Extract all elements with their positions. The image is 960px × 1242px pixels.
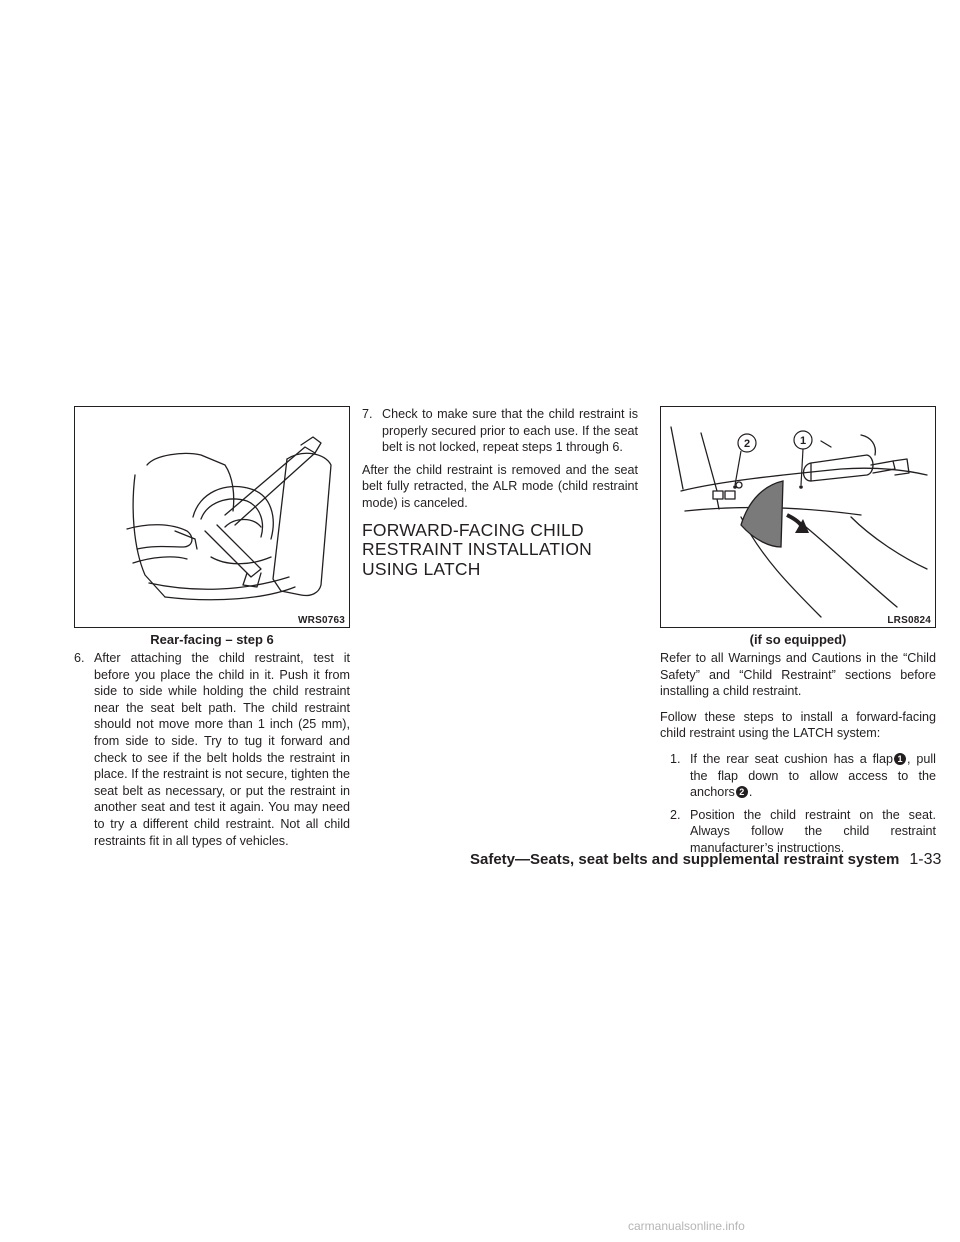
latch-anchor-illustration	[661, 407, 935, 627]
callout-2: 2	[743, 438, 751, 450]
page-number: 1-33	[909, 851, 942, 868]
step-number: 1.	[670, 751, 681, 766]
section-title: Safety—Seats, seat belts and supplemental restraint system	[470, 851, 900, 868]
column-3	[660, 650, 936, 863]
step-text: Check to make sure that the child restraint is properly secured prior to each use. If the seat belt is not locked, repeat steps 1 through 6.	[382, 407, 638, 455]
rear-facing-figure	[74, 406, 350, 628]
step-6	[74, 650, 350, 849]
step-text: .	[748, 785, 753, 800]
child-seat-illustration	[75, 407, 349, 627]
step-text: , pull the flap down to allow access to the anchors	[690, 751, 936, 800]
callout-1: 1	[799, 435, 807, 447]
step-7	[362, 406, 638, 456]
step-number: 2.	[670, 807, 681, 822]
figure-caption: Rear-facing – step 6	[150, 632, 274, 647]
figure-code: WRS0763	[298, 615, 345, 626]
figure-caption: (if so equipped)	[749, 632, 847, 647]
latch-flap-figure	[660, 406, 936, 628]
callout-2-badge: 2	[736, 786, 748, 798]
step-number: 7.	[362, 407, 373, 421]
warnings-paragraph: Refer to all Warnings and Cautions in the “Child Safety” and “Child Restraint” sections before installing a child restraint.	[660, 651, 936, 699]
step-1	[670, 751, 936, 801]
figure-code: LRS0824	[887, 615, 931, 626]
page-footer	[470, 851, 942, 869]
step-text: If the rear seat cushion has a flap	[690, 751, 893, 766]
alr-paragraph: After the child restraint is removed and the seat belt fully retracted, the ALR mode (child restraint mode) is canceled.	[362, 462, 638, 510]
step-number: 6.	[74, 651, 85, 665]
step-text: Position the child restraint on the seat. Always follow the child restraint manufacturer’s instructions.	[690, 807, 936, 855]
section-heading: FORWARD-FACING CHILD RESTRAINT INSTALLATION USING LATCH	[362, 519, 592, 579]
step-2	[670, 807, 936, 857]
column-2	[362, 406, 638, 579]
step-text: After attaching the child restraint, test it before you place the child in it. Push it from side to side while holding the child restraint near the seat belt path. The child restraint should not move more than 1 inch (25 mm), from side to side. Try to tug it forward and check to see if the belt holds the restraint in place. If the restraint is not secure, tighten the seat belt as necessary, or put the restraint in another seat and test it again. You may need to try a different child restraint. Not all child restraints fit in all types of vehicles.	[94, 651, 350, 848]
column-1	[74, 650, 350, 855]
latch-intro-paragraph: Follow these steps to install a forward-facing child restraint using the LATCH system:	[660, 709, 936, 741]
watermark: carmanualsonline.info	[628, 1219, 745, 1233]
callout-1-badge: 1	[894, 753, 906, 765]
